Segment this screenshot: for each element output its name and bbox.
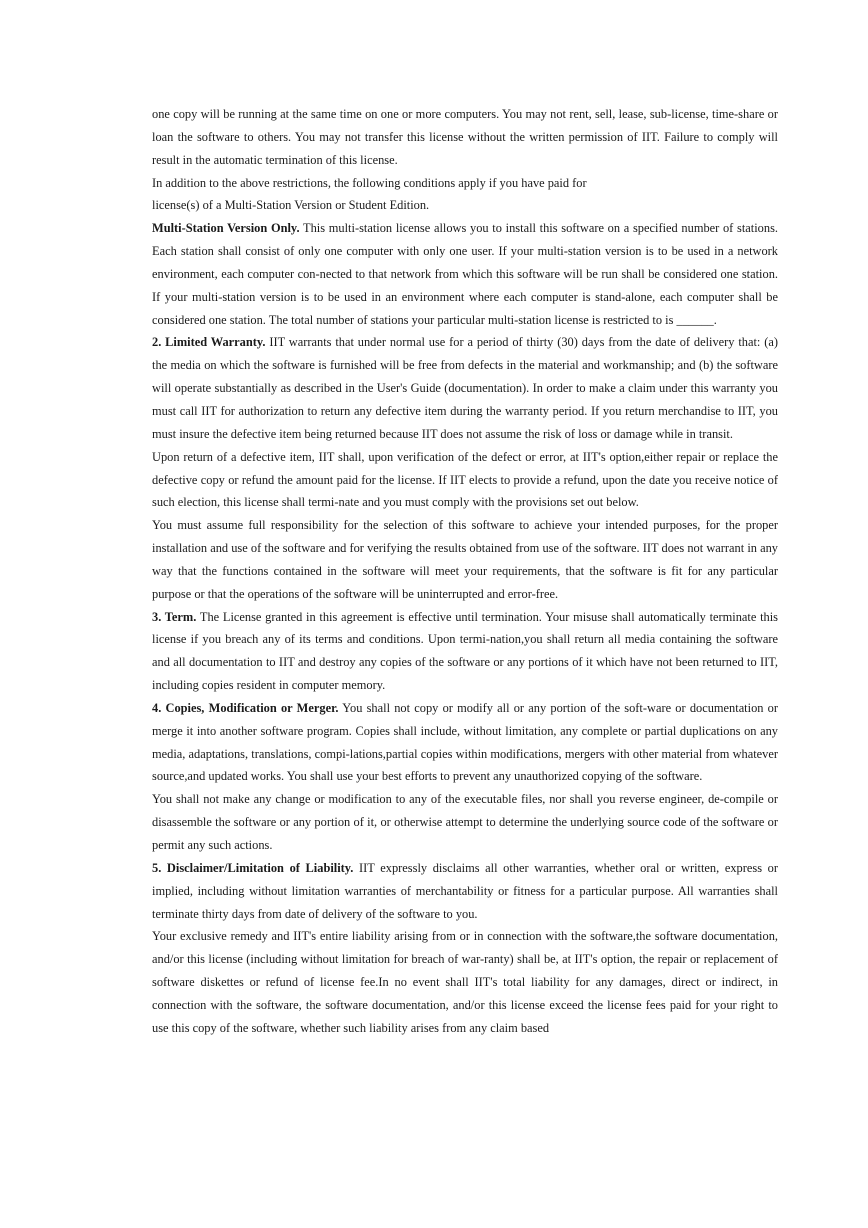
section-limited-warranty bbox=[152, 331, 778, 445]
paragraph-multi-station-note bbox=[152, 194, 778, 217]
paragraph-text: The License granted in this agreement is effective until termination. Your misuse shall automatically terminate this license if you breach any of its terms and conditions. Upon termi-nation,you shall return all media containing the software and all documentation to IIT and destroy any copies of the software or any portions of it which have not been returned to IIT, including copies resident in computer memory. bbox=[152, 609, 778, 693]
paragraph-text: Your exclusive remedy and IIT's entire liability arising from or in connection with the software,the software documentation, and/or this license (including without limitation for breach of war-ranty) shall be, at IIT's option, the repair or replacement of software diskettes or refund of license fee.In no event shall IIT's total liability for any damages, direct or indirect, in connection with the software, the software documentation, and/or this license exceed the license fees paid for your right to use this copy of the software, whether such liability arises from any claim based bbox=[152, 929, 778, 1035]
paragraph-exclusive-remedy bbox=[152, 925, 778, 1039]
section-heading: 5. Disclaimer/Limitation of Liability. bbox=[152, 860, 354, 875]
paragraph-text: Upon return of a defective item, IIT shall, upon verification of the defect or error, at IIT's option,either repair or replace the defective copy or refund the amount paid for the license. If IIT elects to provide a refund, upon the date you receive notice of such election, this license shall termi-nate and you must comply with the provisions set out below. bbox=[152, 449, 778, 510]
document-page bbox=[152, 103, 778, 1040]
paragraph-defective-item-return bbox=[152, 446, 778, 515]
paragraph-text: IIT expressly disclaims all other warranties, whether oral or written, express or implied, including without limitation warranties of merchantability or fitness for a particular purpose. All warranties shall terminate thirty days from date of delivery of the software to you. bbox=[152, 860, 778, 921]
section-heading: Multi-Station Version Only. bbox=[152, 221, 300, 236]
section-multi-station-version bbox=[152, 217, 778, 331]
paragraph-text: This multi-station license allows you to install this software on a specified number of stations. Each station shall consist of only one computer with only one user. If your multi-station version is to be used in a network environment, each computer con-nected to that network from which this software will be run shall be considered one station. If your multi-station version is to be used in an environment where each computer is stand-alone, each computer shall be considered one station. The total number of stations your particular multi-station license is restricted to is ______. bbox=[152, 221, 778, 327]
paragraph-text: IIT warrants that under normal use for a period of thirty (30) days from the date of delivery that: (a) the media on which the software is furnished will be free from defects in the material and workmanship; and (b) the software will operate substantially as described in the User's Guide (documentation). In order to make a claim under this warranty you must call IIT for authorization to return any defective item during the warranty period. If you return merchandise to IIT, you must insure the defective item being returned because IIT does not assume the risk of loss or damage while in transit. bbox=[152, 335, 778, 441]
paragraph-text: You shall not copy or modify all or any portion of the soft-ware or documentation or merge it into another software program. Copies shall include, without limitation, any complete or partial duplications on any media, adaptations, translations, compi-lations,partial copies within modifications, mergers with other material from whatever source,and updated works. You shall use your best efforts to prevent any unauthorized copying of the software. bbox=[152, 700, 779, 784]
paragraph-no-reverse-engineering bbox=[152, 788, 778, 857]
section-heading: 3. Term. bbox=[152, 609, 197, 624]
section-heading: 4. Copies, Modification or Merger. bbox=[152, 700, 339, 715]
paragraph-text: You must assume full responsibility for the selection of this software to achieve your intended purposes, for the proper installation and use of the software and for verifying the results obtained from use of the software. IIT does not warrant in any way that the functions contained in the software will meet your requirements, that the software is fit for any particular purpose or that the operations of the software will be uninterrupted and error-free. bbox=[152, 518, 778, 601]
paragraph-additional-restrictions bbox=[152, 172, 778, 195]
paragraph-text: You shall not make any change or modification to any of the executable files, nor shall you reverse engineer, de-compile or disassemble the software or any portion of it, or otherwise attempt to determine the underlying source code of the software or permit any such actions. bbox=[152, 792, 778, 852]
paragraph-responsibility bbox=[152, 514, 778, 605]
paragraph-continued-license-terms bbox=[152, 103, 778, 172]
section-copies-modification bbox=[152, 697, 778, 788]
section-disclaimer-liability bbox=[152, 857, 778, 926]
paragraph-text: one copy will be running at the same time on one or more computers. You may not rent, sell, lease, sub-license, time-share or loan the software to others. You may not transfer this license without the written permission of IIT. Failure to comply will result in the automatic termination of this license. bbox=[152, 107, 778, 167]
paragraph-text: In addition to the above restrictions, the following conditions apply if you have paid for bbox=[152, 175, 587, 190]
section-heading: 2. Limited Warranty. bbox=[152, 335, 266, 350]
section-term bbox=[152, 606, 778, 697]
paragraph-text: license(s) of a Multi-Station Version or Student Edition. bbox=[152, 198, 430, 213]
